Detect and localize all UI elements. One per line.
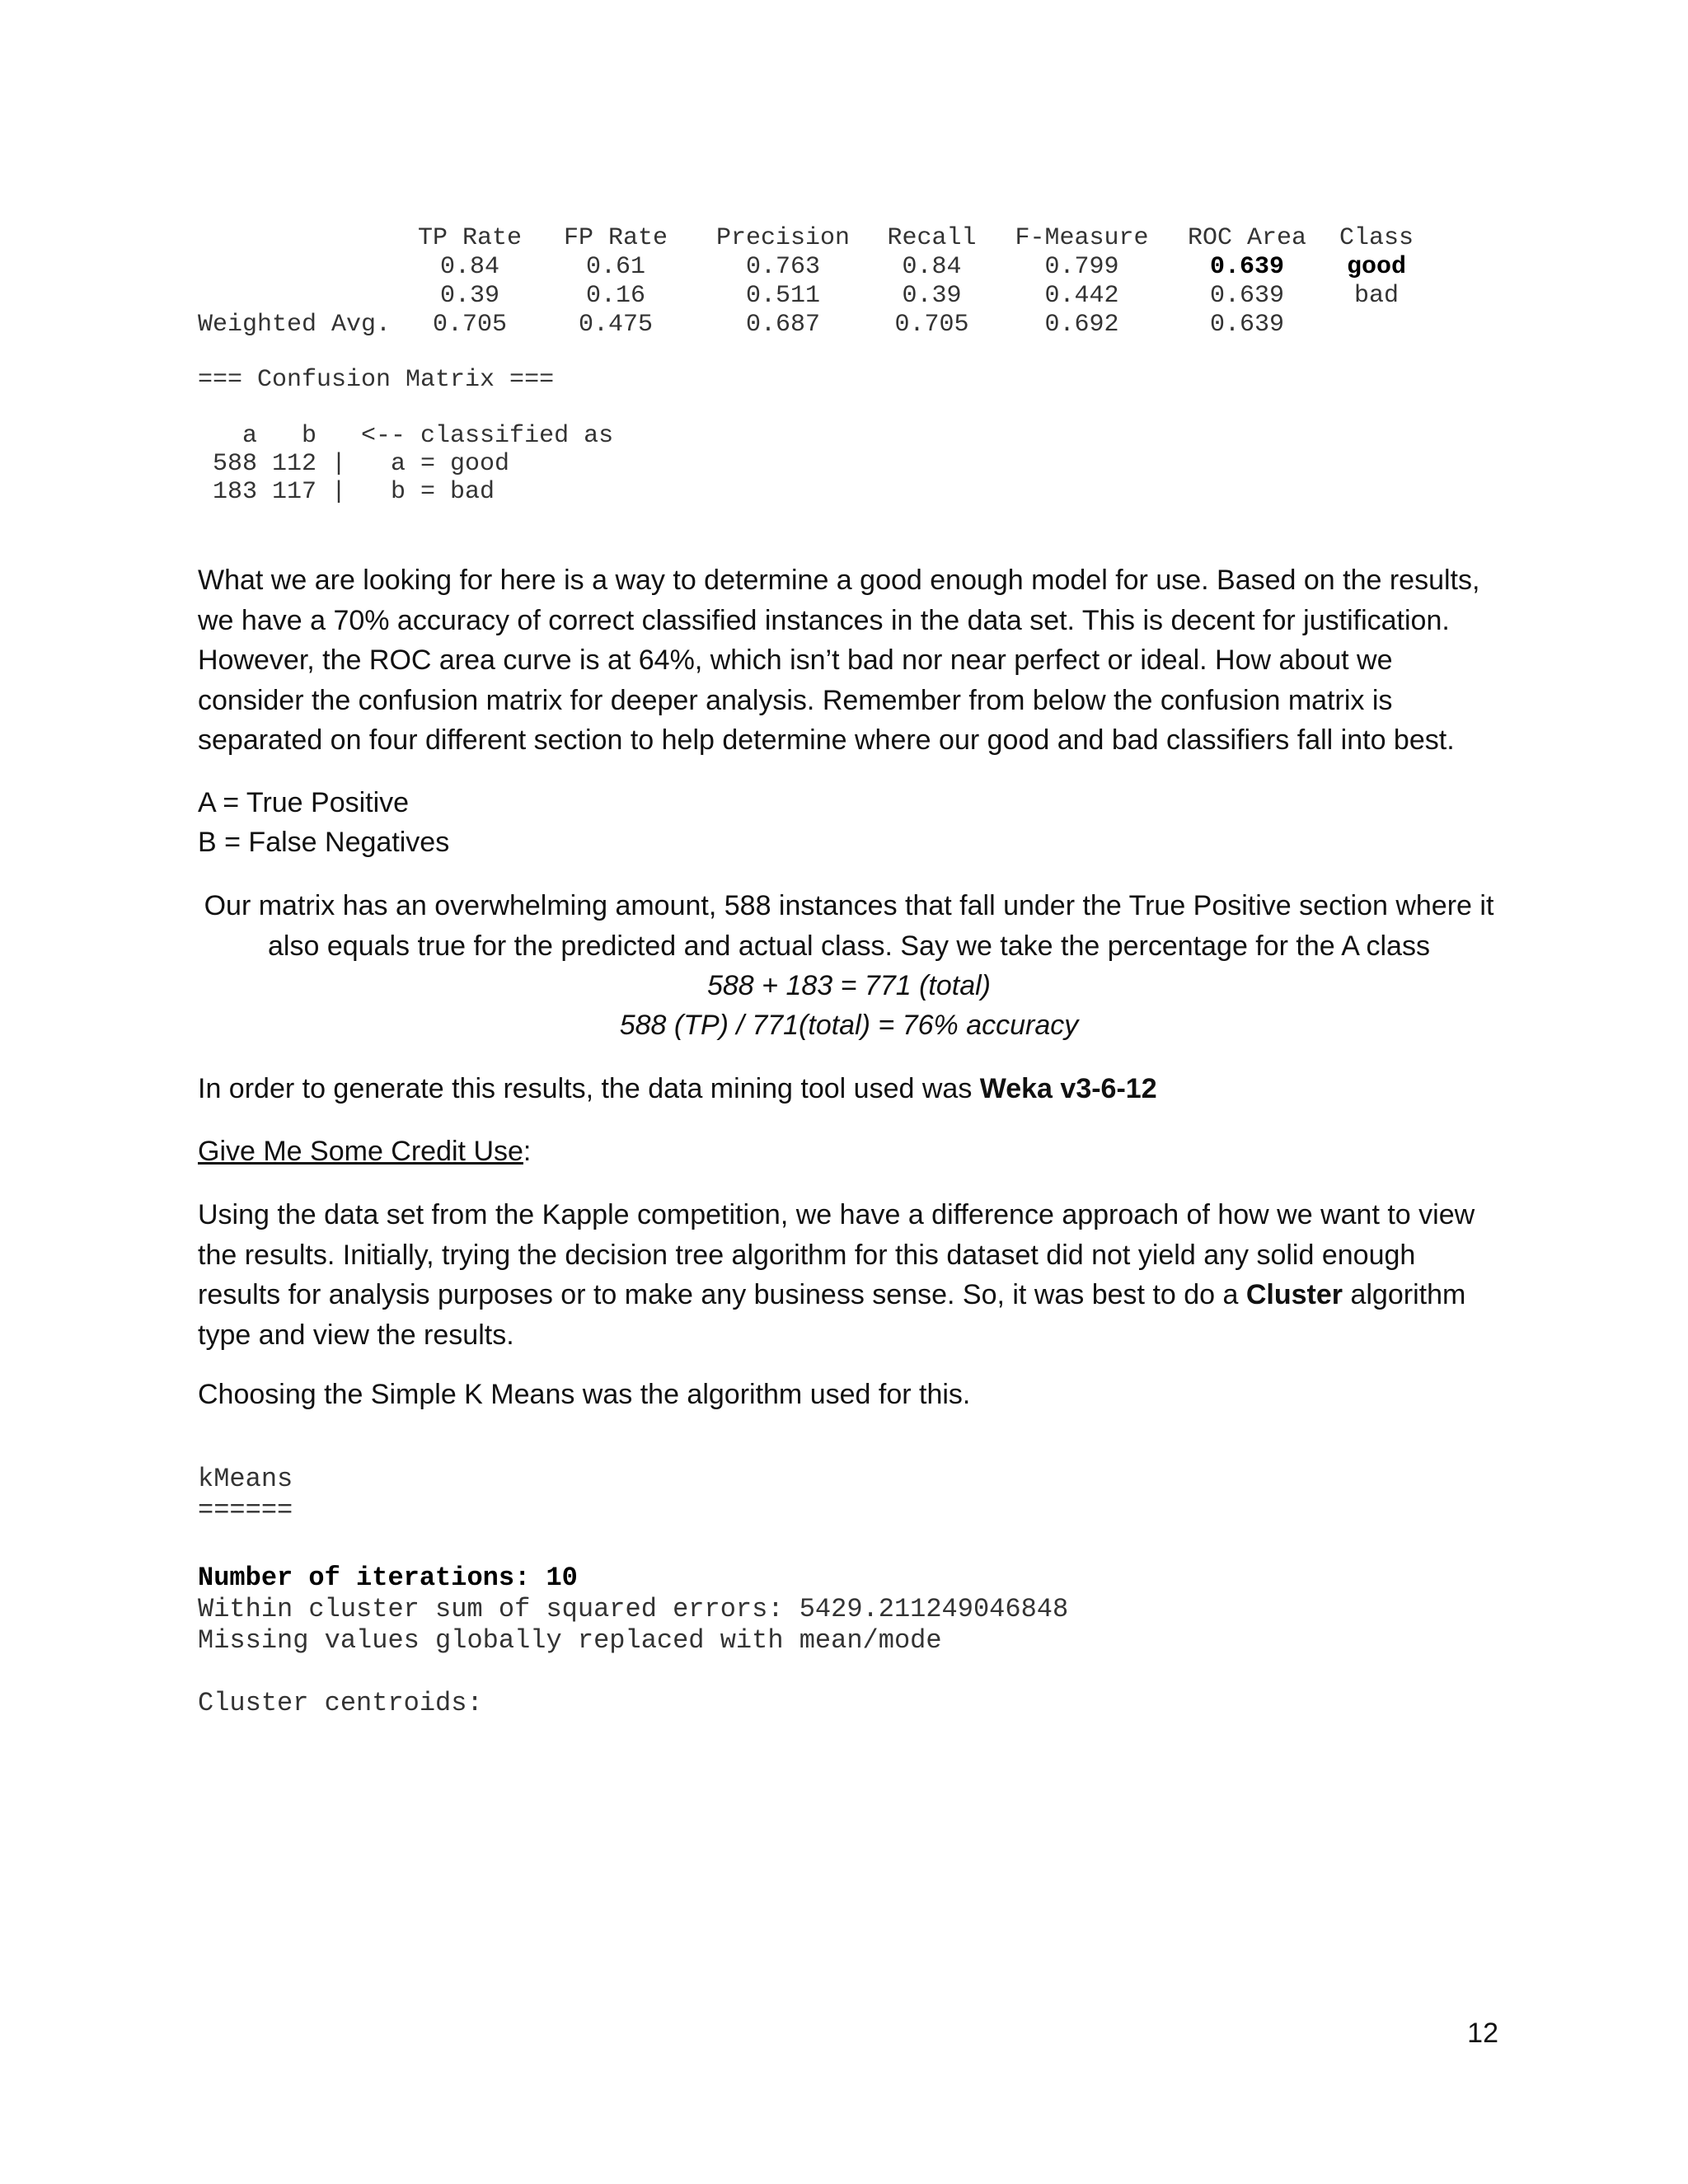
confusion-matrix-row: 183 117 | b = bad [198, 478, 495, 506]
cell-fp-rate: 0.61 [585, 253, 645, 281]
accuracy-table [198, 224, 1414, 340]
row-label-weighted-avg: Weighted Avg. [198, 311, 392, 339]
cell-f-measure: 0.799 [1044, 253, 1119, 281]
confusion-matrix-header: a b <-- classified as [198, 422, 614, 450]
paragraph-model-evaluation: What we are looking for here is a way to determine a good enough model for use. Based on the results, we have a 70% accuracy of correct classified instances in the data set. This is decent for justification. However, the ROC area curve is at 64%, which isn’t bad nor near perfect or ideal. How about we consider the confusion matrix for deeper analysis. Remember from below the confusion matrix is separated on four different section to help determine where our good and bad classifiers fall into best. [198, 565, 1480, 756]
kmeans-title: kMeans [198, 1464, 293, 1494]
cell-class: bad [1353, 282, 1399, 310]
paragraph-tool [198, 1069, 1500, 1109]
cell-recall: 0.84 [902, 253, 962, 281]
cell-f-measure: 0.692 [1044, 311, 1119, 339]
tool-text: In order to generate this results, the data mining tool used was [198, 1073, 980, 1104]
tool-name: Weka v3-6-12 [979, 1073, 1157, 1104]
kmeans-iterations: Number of iterations: 10 [198, 1563, 578, 1593]
header-precision: Precision [715, 224, 851, 252]
legend-b: B = False Negatives [198, 827, 450, 858]
header-f-measure: F-Measure [1015, 224, 1149, 252]
cell-tp-rate: 0.705 [432, 311, 507, 339]
cell-precision: 0.763 [745, 253, 820, 281]
kapple-text-end: algorithm type and view the results. [198, 1279, 1466, 1351]
cell-roc-area: 0.639 [1209, 253, 1284, 281]
cell-class: good [1346, 253, 1406, 281]
formula-total: 588 + 183 = 771 (total) [706, 970, 992, 1001]
cell-fp-rate: 0.16 [585, 282, 645, 310]
header-class: Class [1339, 224, 1414, 252]
cell-roc-area: 0.639 [1209, 311, 1284, 339]
kapple-text: Using the data set from the Kapple competition, we have a difference approach of how we want to view the results. Initially, trying the decision tree algorithm for this dataset did not yield any solid enough results for analysis purposes or to make any business sense. So, it was best to do a [198, 1199, 1475, 1310]
legend-a: A = True Positive [198, 787, 410, 818]
section-heading-colon: : [523, 1136, 532, 1167]
section-heading [198, 1132, 1500, 1172]
cell-fp-rate: 0.475 [578, 311, 653, 339]
cell-precision: 0.511 [745, 282, 820, 310]
kmeans-centroids-label: Cluster centroids: [198, 1688, 483, 1718]
table-row [198, 253, 1406, 282]
paragraph-matrix-analysis: Our matrix has an overwhelming amount, 588 instances that fall under the True Positive section where it also equals true for the predicted and actual class. Say we take the percentage for the A class [204, 890, 1494, 962]
header-recall: Recall [887, 224, 977, 252]
table-row [198, 311, 1284, 340]
header-tp-rate: TP Rate [417, 224, 523, 252]
table-header-row [198, 224, 1414, 253]
table-row [198, 282, 1399, 311]
section-heading-title: Give Me Some Credit Use [198, 1136, 523, 1167]
confusion-matrix-row: 588 112 | a = good [198, 450, 510, 478]
cell-tp-rate: 0.39 [439, 282, 499, 310]
confusion-matrix-title: === Confusion Matrix === [198, 366, 555, 394]
paragraph-kmeans-choice: Choosing the Simple K Means was the algorithm used for this. [198, 1379, 971, 1410]
cell-recall: 0.39 [902, 282, 962, 310]
cluster-term: Cluster [1245, 1279, 1343, 1310]
cell-recall: 0.705 [894, 311, 969, 339]
formula-accuracy: 588 (TP) / 771(total) = 76% accuracy [619, 1010, 1079, 1041]
cell-precision: 0.687 [745, 311, 820, 339]
paragraph-kapple [198, 1195, 1500, 1355]
cell-roc-area: 0.639 [1209, 282, 1284, 310]
cell-f-measure: 0.442 [1044, 282, 1119, 310]
kmeans-missing-values: Missing values globally replaced with mean/mode [198, 1625, 942, 1656]
kmeans-sse: Within cluster sum of squared errors: 5429.211249046848 [198, 1594, 1069, 1624]
page-number: 12 [1467, 2018, 1498, 2049]
kmeans-underline: ====== [198, 1495, 293, 1526]
cell-tp-rate: 0.84 [439, 253, 499, 281]
header-fp-rate: FP Rate [563, 224, 668, 252]
header-roc-area: ROC Area [1187, 224, 1307, 252]
